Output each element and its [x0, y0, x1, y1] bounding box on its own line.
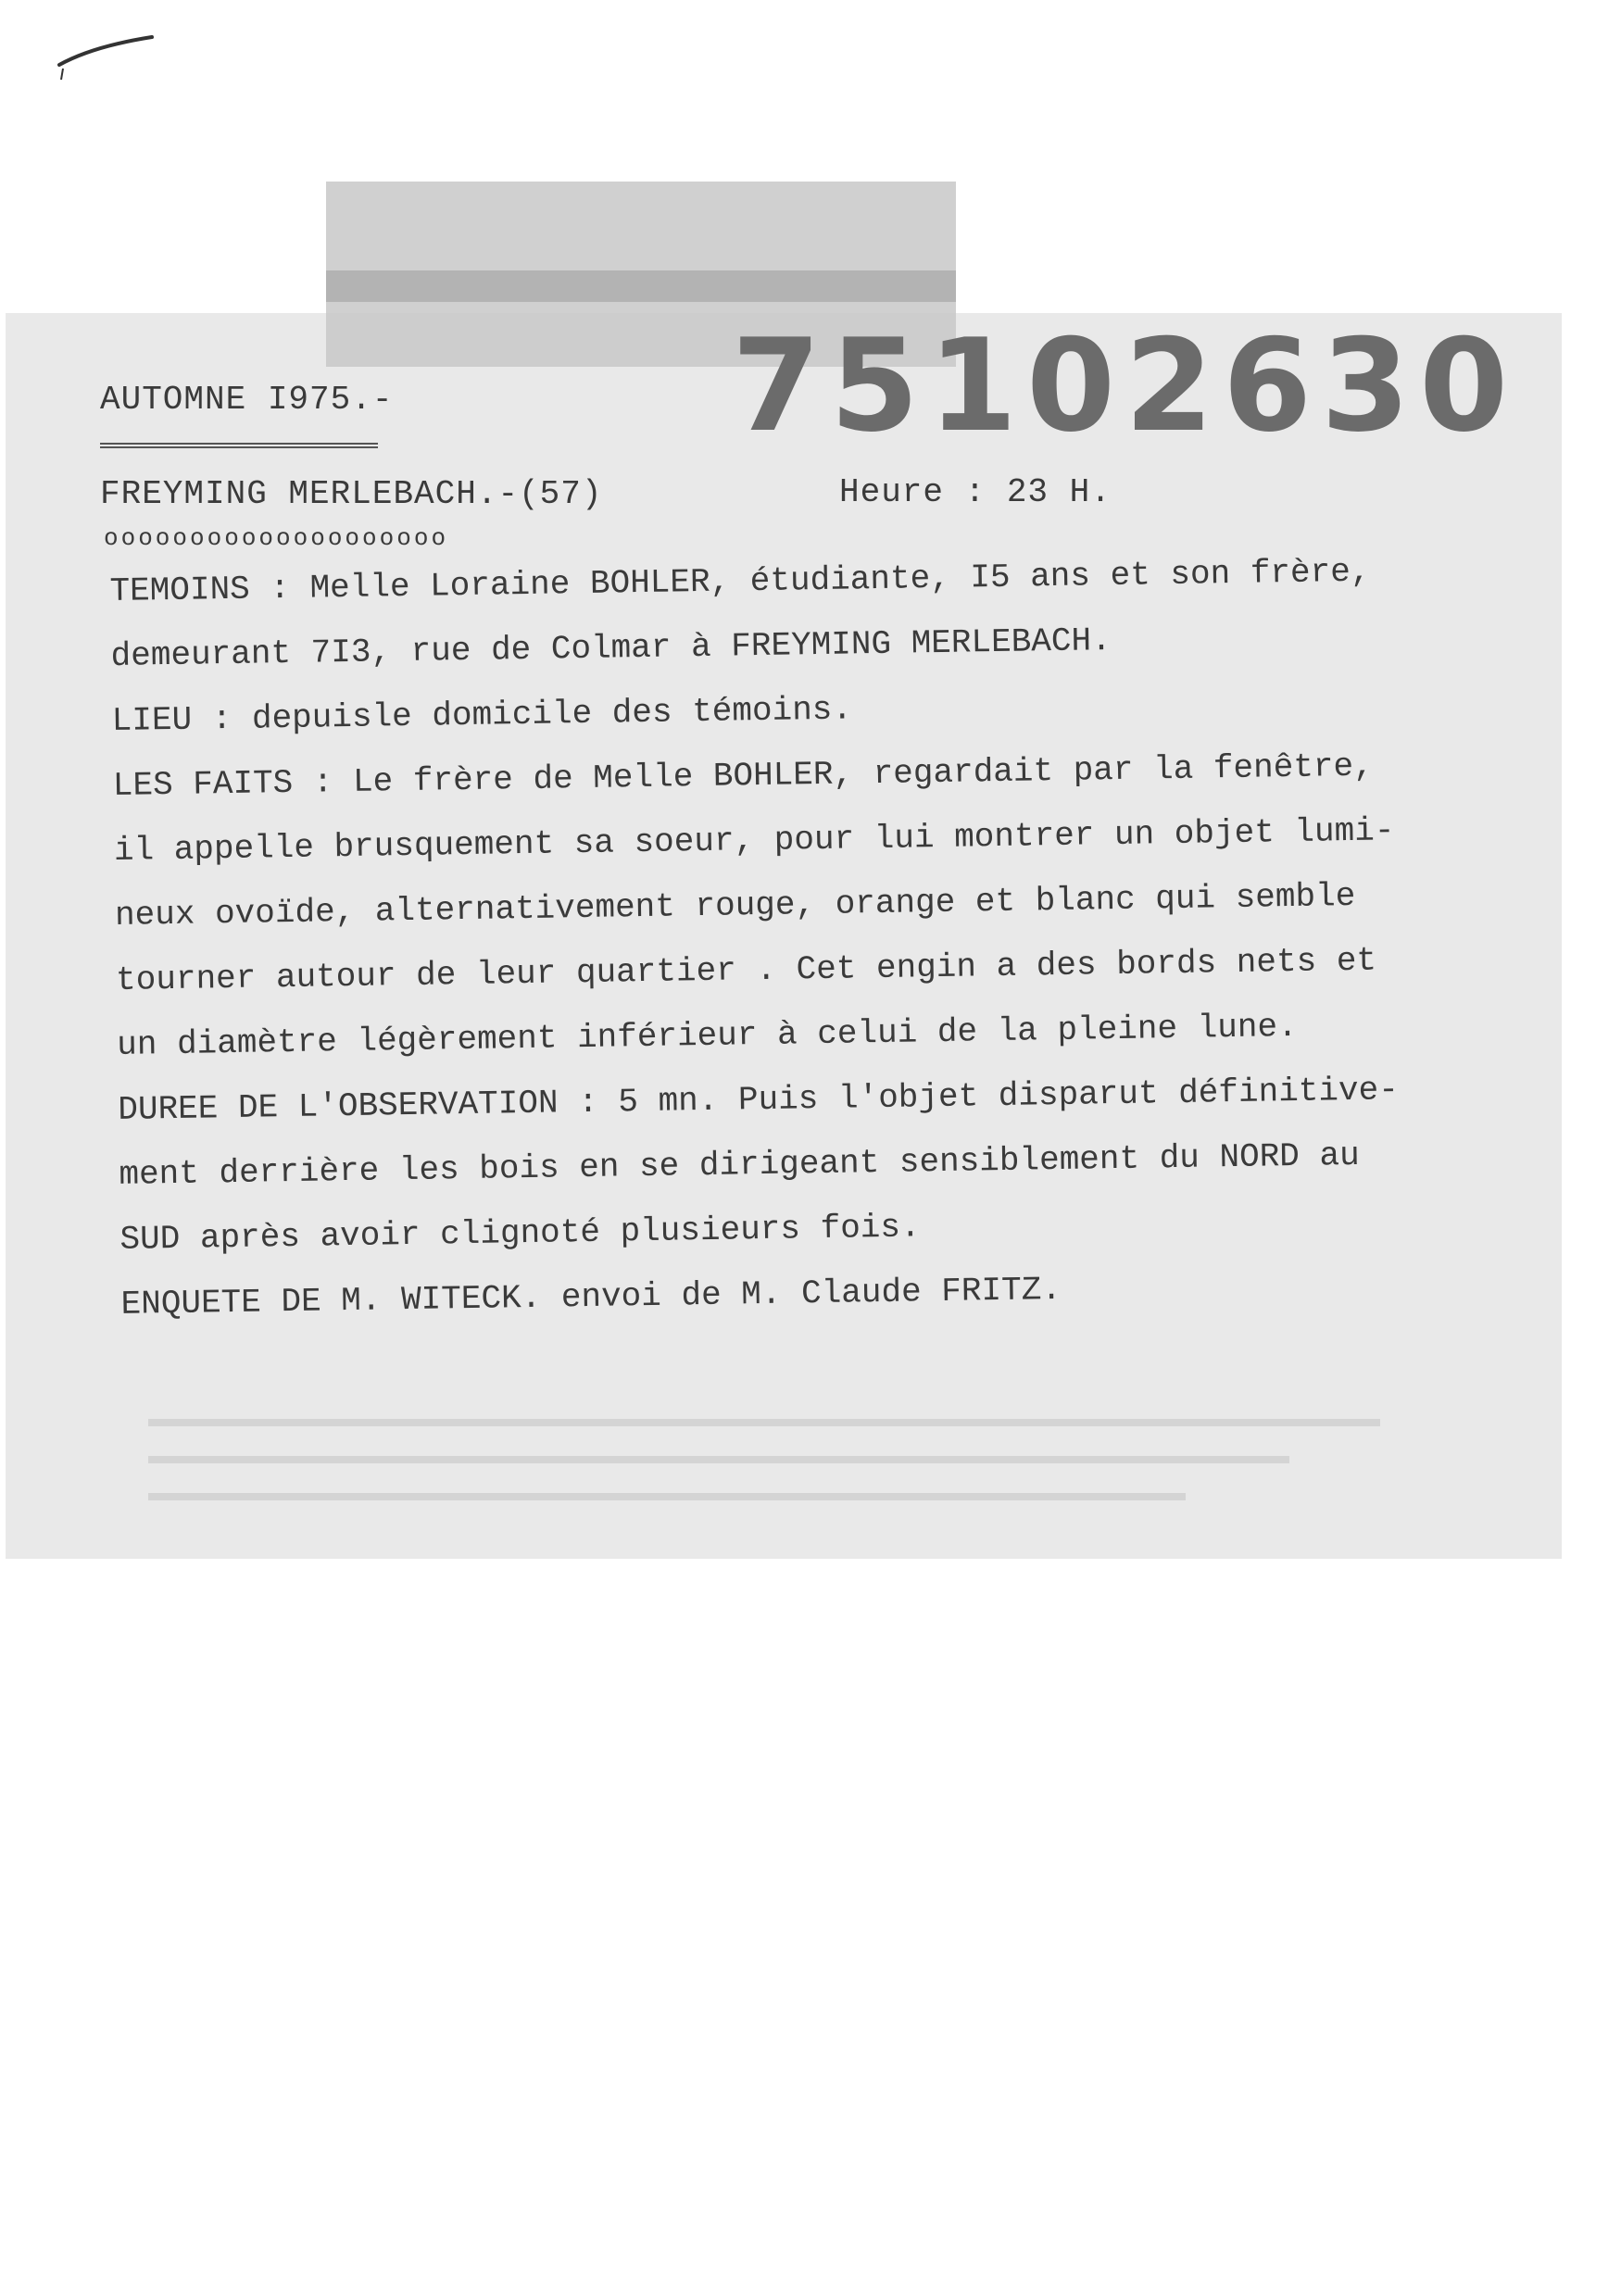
body-line: neux ovoïde, alternativement rouge, orange et blanc qui semble [114, 876, 1356, 935]
reference-number: 75102630 [732, 311, 1518, 460]
body-line: ENQUETE DE M. WITECK. envoi de M. Claude FRITZ. [120, 1270, 1062, 1324]
body-line: SUD après avoir clignoté plusieurs fois. [119, 1208, 921, 1259]
report-body [109, 537, 1529, 1337]
place-line: FREYMING MERLEBACH.-(57) [100, 475, 603, 513]
body-line: DUREE DE L'OBSERVATION : 5 mn. Puis l'objet disparut définitive- [118, 1071, 1400, 1129]
tape-shadow [326, 270, 956, 302]
body-line: ment derrière les bois en se dirigeant sensiblement du NORD au [119, 1135, 1361, 1194]
date-line: AUTOMNE I975.- [100, 381, 394, 419]
body-line: TEMOINS : Melle Loraine BOHLER, étudiante, I5 ans et son frère, [109, 552, 1371, 610]
separator-line: oooooooooooooooooooo [104, 524, 449, 552]
date-underline [100, 443, 378, 448]
body-line: LIEU : depuisle domicile des témoins. [111, 690, 853, 740]
body-line: il appelle brusquement sa soeur, pour lui montrer un objet lumi- [113, 811, 1395, 870]
body-line: un diamètre légèrement inférieur à celui de la pleine lune. [116, 1007, 1299, 1064]
body-line: LES FAITS : Le frère de Melle BOHLER, regardait par la fenêtre, [112, 747, 1375, 805]
show-through-text [148, 1389, 1445, 1510]
body-line: demeurant 7I3, rue de Colmar à FREYMING MERLEBACH. [110, 621, 1112, 675]
time-line: Heure : 23 H. [839, 473, 1112, 511]
body-line: tourner autour de leur quartier . Cet engin a des bords nets et [115, 941, 1377, 999]
pen-mark [56, 28, 167, 83]
